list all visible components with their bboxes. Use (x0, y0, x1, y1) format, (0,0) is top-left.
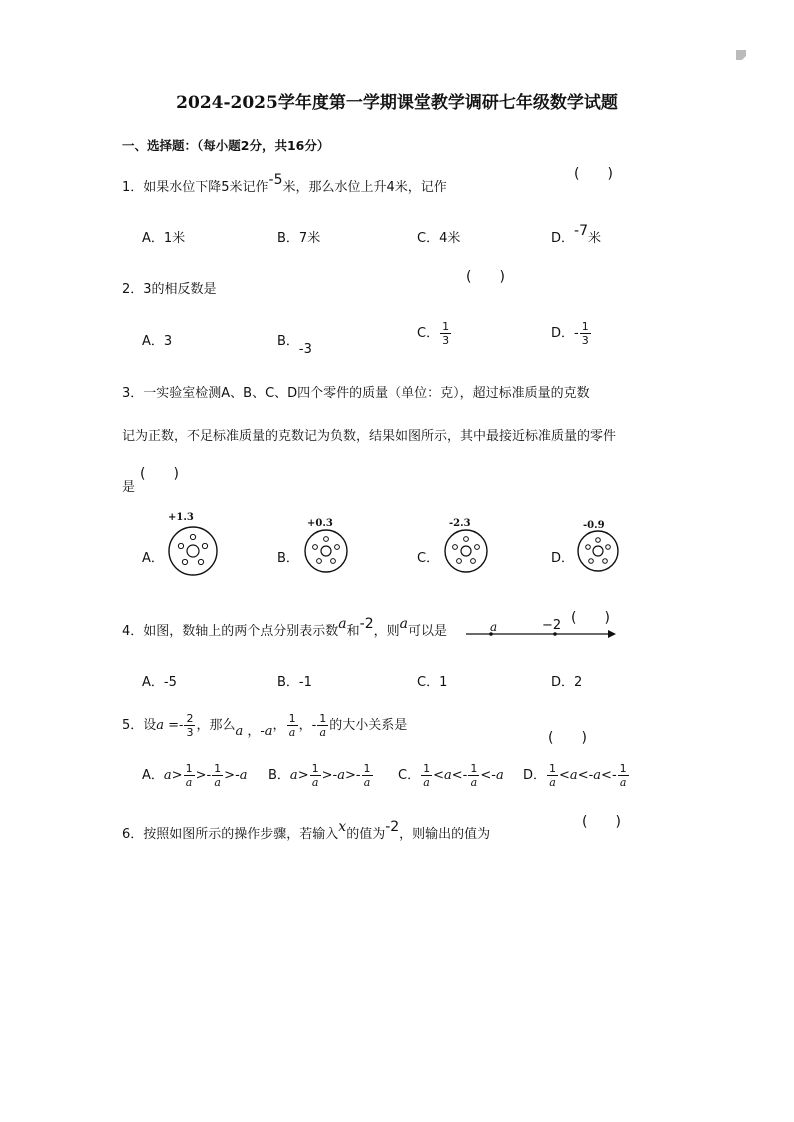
q1-answer-blank: ( ) (574, 166, 613, 182)
q4-number-line (466, 630, 616, 638)
part-a-icon (169, 527, 217, 575)
question-3-line1: 3．一实验室检测A、B、C、D四个零件的质量（单位：克），超过标准质量的克数 (122, 386, 590, 401)
q1-rest: 米，那么水位上升4米，记作 (282, 180, 447, 195)
q1-option-b: B．7米 (277, 231, 321, 246)
q2-option-d: D．- $\frac{1}{3}$ (551, 320, 589, 347)
axis-label-neg2: −2 (542, 618, 562, 633)
q5-answer-blank: ( ) (548, 730, 587, 746)
q3-option-c: C． (417, 551, 440, 566)
part-b-icon (305, 530, 347, 572)
q4-option-d: D．2 (551, 675, 583, 690)
q2-option-c: C． $\frac{1}{3}$ (417, 320, 450, 347)
q1-option-c: C．4米 (417, 231, 461, 246)
q1-stem: 1．如果水位下降5米记作 (122, 180, 269, 195)
q2-option-a: A．3 (142, 334, 173, 349)
part-c-value: -2.3 (449, 518, 471, 529)
q1-option-a: A．1米 (142, 231, 186, 246)
part-b-value: +0.3 (307, 518, 333, 529)
q3-option-a: A． (142, 551, 164, 566)
q2-option-b: B．-3 (277, 334, 312, 357)
question-6: 6．按照如图所示的操作步骤，若输入x的值为-2，则输出的值为 (122, 819, 491, 842)
part-c-icon (445, 530, 487, 572)
q6-answer-blank: ( ) (582, 814, 621, 830)
question-5: 5．设a =- $\frac{2}{3}$ ，那么a ，-a， $\frac{1}{a}$ ，- $\frac{1}{a}$ 的大小关系是 (122, 712, 408, 739)
part-a-value: +1.3 (168, 512, 194, 523)
q3-answer-blank: ( ) (140, 466, 179, 482)
q1-option-d: D．-7米 (551, 223, 601, 246)
page-title: 2024-2025学年度第一学期课堂教学调研七年级数学试题 (176, 93, 618, 113)
q1-value: -5 (268, 172, 283, 188)
q4-option-b: B．-1 (277, 675, 312, 690)
part-d-icon (578, 531, 618, 571)
q3-option-b: B． (277, 551, 299, 566)
part-d-value: -0.9 (583, 520, 605, 531)
q4-option-a: A．-5 (142, 675, 177, 690)
question-3-line3: 是 (122, 480, 136, 495)
question-3-line2: 记为正数，不足标准质量的克数记为负数，结果如图所示，其中最接近标准质量的零件 (122, 429, 617, 444)
q5-option-b: B．a> $\frac{1}{a}$ >-a>- $\frac{1}{a}$ (268, 762, 371, 789)
q5-option-d: D． $\frac{1}{a}$ <a<-a<- $\frac{1}{a}$ (523, 762, 627, 789)
q5-option-a: A．a> $\frac{1}{a}$ >- $\frac{1}{a}$ >-a (142, 762, 248, 789)
q4-answer-blank: ( ) (571, 610, 610, 626)
q5-option-c: C． $\frac{1}{a}$ <a<- $\frac{1}{a}$ <-a (398, 762, 504, 789)
question-4: 4．如图，数轴上的两个点分别表示数a和-2，则a可以是 (122, 616, 448, 639)
q4-option-c: C．1 (417, 675, 448, 690)
q3-option-d: D． (551, 551, 575, 566)
question-2: 2．3的相反数是 (122, 282, 217, 297)
section-heading: 一、选择题：（每小题2分，共16分） (122, 138, 330, 153)
q2-answer-blank: ( ) (466, 269, 505, 285)
axis-label-a: a (490, 620, 498, 634)
